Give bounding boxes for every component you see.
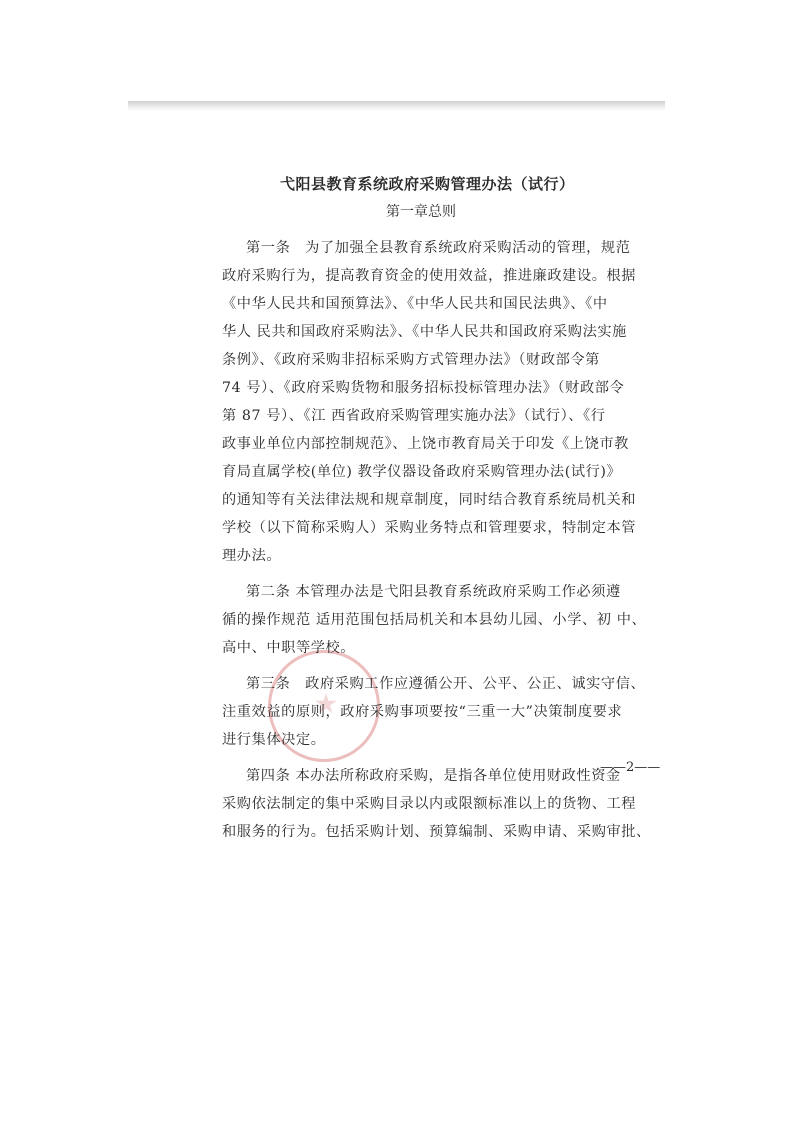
text-line: 注重效益的原则，政府采购事项要按“三重一大”决策制度要求 [222, 704, 623, 720]
text-line: 高中、中职等学校。 [222, 640, 356, 656]
text-line: 学校（以下简称采购人）采购业务特点和管理要求，特制定本管 [222, 520, 637, 536]
text-line: 政事业单位内部控制规范》、上饶市教育局关于印发《上饶市教 [222, 436, 629, 452]
text-line: 的通知等有关法律法规和规章制度，同时结合教育系统局机关和 [222, 492, 637, 508]
text-line: 条例》、《政府采购非招标采购方式管理办法》（财政部令第 [222, 352, 600, 368]
scan-edge [128, 101, 665, 111]
text-line: 育局直属学校(单位) 教学仪器设备政府采购管理办法(试行)》 [222, 464, 622, 480]
document-title: 弋阳县教育系统政府采购管理办法（试行） [280, 175, 575, 193]
document-page [200, 165, 670, 840]
text-line: 循的操作规范 适用范围包括局机关和本县幼儿园、小学、初 中、 [222, 612, 647, 628]
text-line: 第四条 本办法所称政府采购，是指各单位使用财政性资金 [246, 768, 621, 784]
text-line: 第二条 本管理办法是弋阳县教育系统政府采购工作必须遵 [246, 584, 621, 600]
page-number: ——2—— [600, 760, 661, 775]
text-line: 第三条 政府采购工作应遵循公开、公平、公正、诚实守信、 [246, 676, 646, 692]
text-line: 《中华人民共和国预算法》、《中华人民共和国民法典》、《中 [222, 296, 608, 312]
text-line: 理办法。 [222, 548, 282, 564]
text-line: 采购依法制定的集中采购目录以内或限额标准以上的货物、工程 [222, 796, 637, 812]
text-line: 第 87 号）、《江 西省政府采购管理实施办法》（试行）、《行 [222, 408, 606, 424]
text-line: 政府采购行为，提高教育资金的使用效益，推进廉政建设。根据 [222, 268, 637, 284]
text-line: 和服务的行为。包括采购计划、预算编制、采购申请、采购审批、 [222, 824, 651, 840]
text-line: 进行集体决定。 [222, 732, 326, 748]
text-line: 第一条 为了加强全县教育系统政府采购活动的管理，规范 [246, 240, 631, 256]
text-line: 华人 民共和国政府采购法》、《中华人民共和国政府采购法实施 [222, 324, 627, 340]
chapter-heading: 第一章总则 [386, 204, 456, 220]
text-line: 74 号）、《政府采购货物和服务招标投标管理办法》（财政部令 [222, 380, 625, 396]
